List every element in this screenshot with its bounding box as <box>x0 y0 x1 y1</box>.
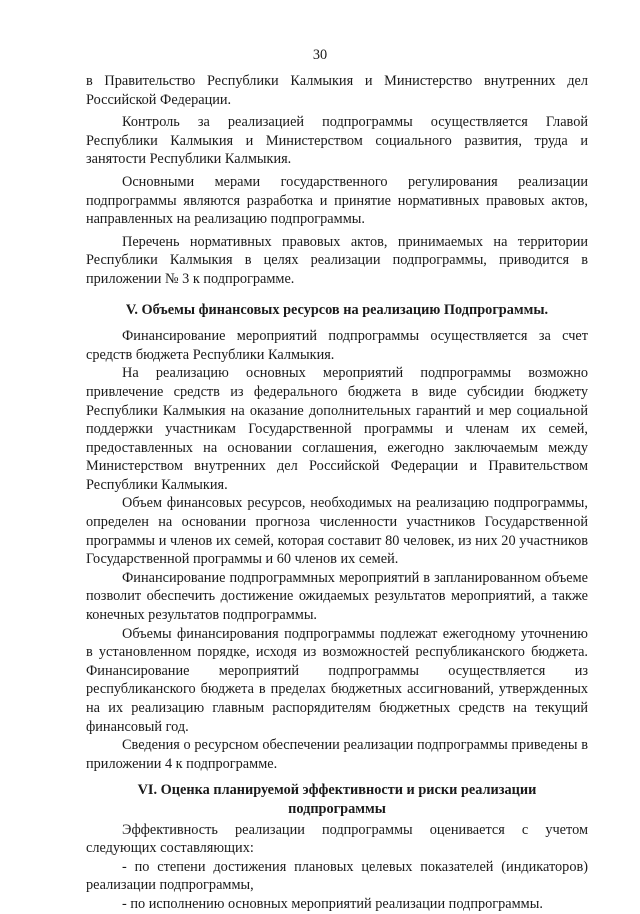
paragraph: Основными мерами государственного регулирования реализации подпрограммы являются разработка и принятие нормативных правовых актов, направленных на реализацию подпрограммы. <box>86 173 588 228</box>
paragraph: Перечень нормативных правовых актов, принимаемых на территории Республики Калмыкия в целях реализации подпрограммы, приводится в приложении № 3 к подпрограмме. <box>86 233 588 287</box>
document-body <box>86 72 588 914</box>
section-heading: V. Объемы финансовых ресурсов на реализацию Подпрограммы. <box>125 301 549 318</box>
section-heading-line: подпрограммы <box>288 800 386 817</box>
section-heading <box>86 781 588 818</box>
paragraph: Сведения о ресурсном обеспечении реализации подпрограммы приведены в приложении 4 к подпрограмме. <box>86 737 588 772</box>
paragraph: Контроль за реализацией подпрограммы осуществляется Главой Республики Калмыкия и Министерством социального развития, труда и занятости Республики Калмыкия. <box>86 114 588 168</box>
paragraph: Объемы финансирования подпрограммы подлежат ежегодному уточнению в установленном порядке, исходя из возможностей республиканского бюджета. Финансирование мероприятий подпрограммы осуществляется из республиканского бюджета в пределах бюджетных ассигнований, утвержденных на их реализацию главным распорядителям бюджетных средств на текущий финансовый год. <box>86 625 588 735</box>
section-heading-line: VI. Оценка планируемой эффективности и риски реализации <box>137 782 537 799</box>
paragraph: Финансирование мероприятий подпрограммы осуществляется за счет средств бюджета Республики Калмыкия. <box>86 328 588 363</box>
list-item: - по исполнению основных мероприятий реализации подпрограммы. <box>122 895 543 912</box>
paragraph: Эффективность реализации подпрограммы оценивается с учетом следующих составляющих: <box>86 821 588 857</box>
paragraph: На реализацию основных мероприятий подпрограммы возможно привлечение средств из федерального бюджета в виде субсидии бюджету Республики Калмыкия на оказание дополнительных гарантий и мер социальной поддержки участникам Государственной программы и членам их семей, предоставленных на основании соглашения, ежегодно заключаемым между Министерством внутренних дел Российской Федерации и Правительством Республики Калмыкия. <box>86 365 588 493</box>
page-number: 30 <box>312 47 328 63</box>
paragraph: Объем финансовых ресурсов, необходимых на реализацию подпрограммы, определен на основании прогноза численности участников Государственной программы и членов их семей, которая составит 80 человек, из них 20 участников Государственной программы и 60 членов их семей. <box>86 495 588 568</box>
list-item: - по степени достижения плановых целевых показателей (индикаторов) реализации подпрограммы, <box>86 858 588 894</box>
paragraph: в Правительство Республики Калмыкия и Министерство внутренних дел Российской Федерации. <box>86 73 588 108</box>
paragraph: Финансирование подпрограммных мероприятий в запланированном объеме позволит обеспечить достижение ожидаемых результатов мероприятий, а также конечных результатов подпрограммы. <box>86 569 588 624</box>
